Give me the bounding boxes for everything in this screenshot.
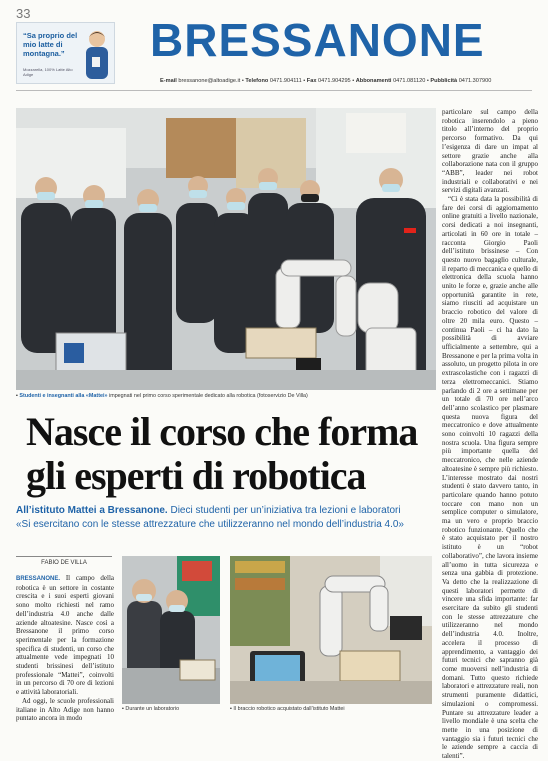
page-number: 33	[16, 6, 31, 21]
contact-email: bressanone@altoadige.it	[178, 78, 241, 84]
advert-child-image	[82, 27, 110, 79]
advert-quote: “Sa proprio del mio latte di montagna.”	[23, 31, 78, 58]
lab-photo	[122, 556, 220, 704]
article-quote-line: «Si esercitano con le stesse attrezzature che utilizzeranno nel mondo dell’industria 4.0»	[16, 519, 404, 530]
section-masthead: BRESSANONE	[150, 14, 485, 66]
advert-box[interactable]	[16, 22, 115, 84]
article-left-column: BRESSANONE. Il campo della robotica è un settore in costante crescita e i suoi esperti giovani sono molto richiesti nel ramo dell’industria 4.0 anche dalle aziende altoatesine. Nasce così a Bressanone il primo corso sperimentale per la formazione specifica di studenti, un corso che attualmente vede impegnati 10 studenti brissinesi dell’istituto professionale “Mattei”, coinvolti in un percorso di 70 ore di lezioni e attività laboratoriali. Ad oggi, le scuole professionali italiane in Alto Adige non hanno puntato ancora in modo	[16, 574, 114, 723]
article-standfirst: All’istituto Mattei a Bressanone. Dieci studenti per un’iniziativa tra lezioni e laboratori	[16, 505, 401, 516]
students-lab-photo	[16, 108, 436, 390]
article-byline: FABIO DE VILLA	[16, 556, 112, 566]
main-photo	[16, 108, 436, 390]
article-right-column: particolare sul campo della robotica inserendolo a pieno titolo all’interno del proprio percorso formativo. Da qui l’esigenza di dare un impat al settore grazie anche alla collaborazione nata con il gruppo “ABB”, leader nei robot industriali e collaborativi e nei servizi digitali avanzati. “Ci è stata data la possibilità di fare dei corsi di aggiornamento online gratuiti a livello nazionale, corsi dedicati a noi insegnanti, articolati in 60 ore in totale – racconta Giorgio Paoli dell’istituto brissinese – Con questo nuovo bagaglio culturale, il reparto di meccanica e quello di elettronica della scuola hanno unito le forze e, grazie anche alle opportunità garantite in rete, siamo riusciti ad acquistare un braccio robotico del valore di oltre 20 mila euro. Questo – continua Paoli – ci ha dato la possibilità di avviare ufficialmente a settembre, qui a Bressanone e per la prima volta in assoluto, un progetto pilota in ore extrascolastiche con i ragazzi di terza elettromeccanici. Stiamo parlando di 2 ore a settimane per un totale di 70 ore nell’arco dell’anno scolastico per plasmare questa nuova figura del meccatronico e dove attualmente sono coinvolti 10 ragazzi della nostra scuola. Una figura sempre più importante quella del meccatronico, che nelle aziende altoatesine è sempre più richiesto. L’interesse mostrato dai nostri studenti è stato davvero tanto, in particolare quando hanno potuto toccare con mano non un semplice computer o simulatore, ma un vero e proprio braccio robotico funzionante. Quello che è stato acquistato per il nostro istituto è un “robot collaborativo”, che lavora insieme all’uomo in tutta sicurezza e senza una gabbia di protezione. Va detto che la realizzazione di questi laboratori permette di vincere una sfida importante: far esercitare da subito gli studenti con le stesse attrezzature che utilizzeranno nel mondo dell’industria 4.0. Inoltre, accelera il processo di apprendimento, a vantaggio dei futuri tecnici che sapranno già come muoversi nell’industria di domani. Tutto questo richiede laboratori e attrezzature reali, non strumenti puramente didattici, simulazioni o compromessi. Puntare su attrezzature leader a livello mondiale è una scelta che mette in una posizione di vantaggio sia i futuri tecnici che le aziende sempre a caccia di talenti”.	[442, 108, 539, 761]
robot-arm-photo	[230, 556, 432, 704]
robot-arm-image	[230, 556, 432, 704]
article-dateline: BRESSANONE.	[16, 576, 61, 582]
header-divider	[16, 90, 532, 91]
lab-photo-caption: ▪ Durante un laboratorio	[122, 706, 180, 712]
advert-attribution: Mozzarella, 100% Latte Alto Adige	[23, 67, 73, 77]
contact-strip: E-mail bressanone@altoadige.it • Telefono 0471.904111 • Fax 0471.904295 • Abbonamenti 0471.081120 • Pubblicità 0471.307900	[160, 78, 492, 84]
robot-arm-photo-caption: ▪ Il braccio robotico acquistato dall’istituto Mattei	[230, 706, 345, 712]
article-headline: Nasce il corso che forma gli esperti di robotica	[26, 409, 418, 498]
lab-session-image	[122, 556, 220, 704]
main-photo-caption: ▪ Studenti e insegnanti alla «Mattei» impegnati nel primo corso sperimentale dedicato alla robotica (fotoservizio De Villa)	[16, 393, 308, 399]
